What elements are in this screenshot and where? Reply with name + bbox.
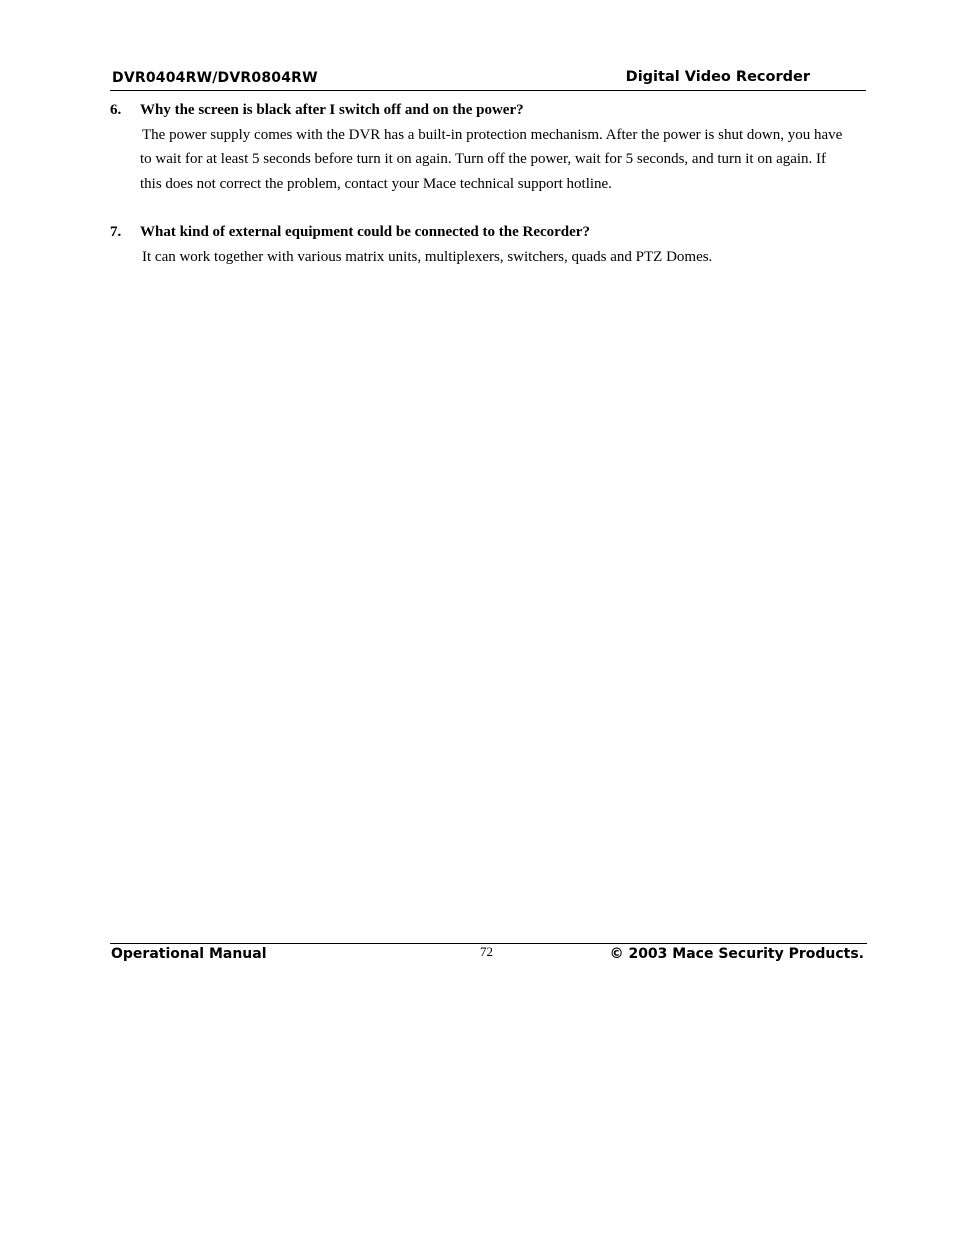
faq-question-text: What kind of external equipment could be connected to the Recorder? — [140, 224, 590, 240]
faq-answer: The power supply comes with the DVR has a built-in protection mechanism. After the power is shut down, you have to wait for at least 5 seconds before turn it on again. Turn off the power, wait for 5 seconds, and turn it on again. If this does not correct the problem, contact your Mace technical support hotline. — [140, 126, 843, 192]
faq-answer: It can work together with various matrix units, multiplexers, switchers, quads and PTZ Domes. — [142, 248, 713, 265]
faq-question-text: Why the screen is black after I switch off and on the power? — [140, 102, 524, 118]
faq-item-6 — [110, 98, 850, 196]
faq-question — [110, 220, 850, 245]
faq-question — [110, 98, 850, 123]
faq-number: 6. — [110, 102, 122, 118]
page-header — [110, 68, 866, 91]
faq-item-7 — [110, 220, 850, 269]
header-product: Digital Video Recorder — [625, 69, 810, 85]
page-number: 72 — [480, 944, 493, 959]
page-footer — [110, 943, 867, 968]
faq-content — [110, 98, 850, 293]
footer-manual: Operational Manual — [111, 946, 267, 962]
faq-number: 7. — [110, 224, 122, 240]
header-model: DVR0404RW/DVR0804RW — [112, 70, 318, 86]
footer-copyright: © 2003 Mace Security Products. — [609, 946, 864, 962]
